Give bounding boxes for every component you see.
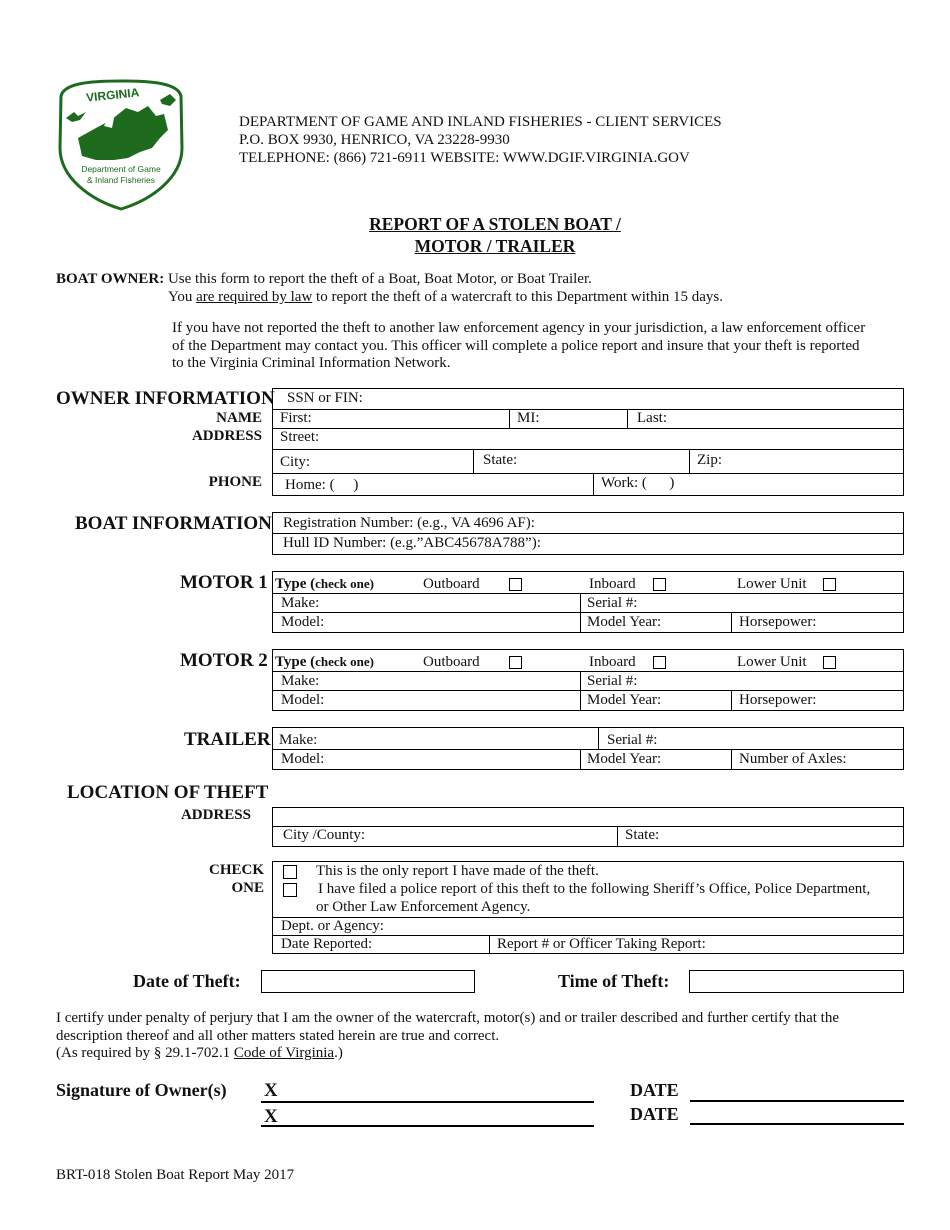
intro-owner [56,270,592,288]
home-phone-field[interactable]: Home: ( ) [285,477,359,493]
trailer-box [272,727,904,770]
motor2-outboard-label: Outboard [423,654,480,670]
hull-id-field[interactable]: Hull ID Number: (e.g.”ABC45678A788”): [283,535,541,551]
motor2-outboard-checkbox[interactable] [509,656,522,669]
motor1-year-field[interactable]: Model Year: [587,614,662,630]
trailer-make-field[interactable]: Make: [279,732,318,748]
city-field[interactable]: City: [280,454,311,470]
cert-line2: description thereof and all other matters stated herein are true and correct. [56,1027,500,1044]
boat-info-box [272,512,904,555]
only-report-checkbox[interactable] [283,865,297,879]
last-name-field[interactable]: Last: [637,410,667,426]
motor2-hp-field[interactable]: Horsepower: [739,692,817,708]
date-of-theft-input[interactable] [261,970,475,993]
logo-line1: Department of Game [81,164,161,174]
name-label: NAME [216,410,262,426]
logo-line2: & Inland Fisheries [86,175,156,185]
motor1-serial-field[interactable]: Serial #: [587,595,638,611]
req-underlined: are required by law [196,289,313,305]
time-of-theft-input[interactable] [689,970,904,993]
title-line1: REPORT OF A STOLEN BOAT / [369,214,621,234]
cert-line3-post: .) [334,1045,343,1061]
agency-header [239,113,722,167]
police-report-text-2: or Other Law Enforcement Agency. [316,899,531,915]
cert-line3-pre: (As required by § 29.1-702.1 [56,1045,234,1061]
mi-field[interactable]: MI: [517,410,540,426]
certification-text [56,1010,916,1063]
work-phone-field[interactable]: Work: ( ) [601,475,675,491]
date-of-theft-label: Date of Theft: [133,971,241,991]
location-section-title: LOCATION OF THEFT [67,782,269,803]
motor2-make-field[interactable]: Make: [281,673,320,689]
zip-field[interactable]: Zip: [697,452,722,468]
trailer-serial-field[interactable]: Serial #: [607,732,658,748]
trailer-axles-field[interactable]: Number of Axles: [739,751,847,767]
first-name-field[interactable]: First: [280,410,312,426]
motor2-inboard-label: Inboard [589,654,636,670]
date-label-2: DATE [630,1104,679,1124]
signature-line-1[interactable] [261,1101,594,1103]
form-footer: BRT-018 Stolen Boat Report May 2017 [56,1167,295,1183]
trailer-year-field[interactable]: Model Year: [587,751,662,767]
registration-field[interactable]: Registration Number: (e.g., VA 4696 AF): [283,515,535,531]
form-title [300,213,690,257]
location-address-field[interactable] [279,808,879,825]
req-pre: You [168,289,197,305]
date-label-1: DATE [630,1080,679,1100]
motor1-outboard-checkbox[interactable] [509,578,522,591]
motor1-section-title: MOTOR 1 [180,572,268,593]
trailer-section-title: TRAILER [184,729,271,750]
motor2-type: Type ( [275,654,316,670]
req-post: to report the theft of a watercraft to this Department within 15 days. [312,289,724,305]
motor2-model-field[interactable]: Model: [281,692,325,708]
address-label: ADDRESS [191,428,262,444]
motor1-hp-field[interactable]: Horsepower: [739,614,817,630]
ssn-field[interactable]: SSN or FIN: [287,390,363,406]
location-address-label: ADDRESS [180,807,251,823]
owner-info-box [272,388,904,496]
motor1-type-label [275,576,374,593]
trailer-model-field[interactable]: Model: [281,751,325,767]
header-line3: TELEPHONE: (866) 721-6911 WEBSITE: WWW.DGIF.VIRGINIA.GOV [239,150,690,166]
signature-x-1: X [264,1080,278,1101]
check-label: CHECK [208,862,264,878]
cert-line1: I certify under penalty of perjury that I am the owner of the watercraft, motor(s) and or trailer described and further certify that the [56,1010,839,1026]
motor2-serial-field[interactable]: Serial #: [587,673,638,689]
boat-owner-text: Use this form to report the theft of a Boat, Boat Motor, or Boat Trailer. [167,271,592,287]
motor1-model-field[interactable]: Model: [281,614,325,630]
intro-requirement [168,288,723,306]
date-line-1[interactable] [690,1100,904,1102]
phone-label: PHONE [208,474,262,490]
signature-line-2[interactable] [261,1125,594,1127]
dgif-logo [56,78,186,212]
police-report-text-1: I have filed a police report of this theft to the following Sheriff’s Office, Police Department, [318,881,871,897]
time-of-theft-label: Time of Theft: [558,971,670,991]
cert-line3 [56,1045,916,1063]
signature-label: Signature of Owner(s) [56,1080,227,1100]
report-number-field[interactable]: Report # or Officer Taking Report: [497,936,706,952]
motor1-check-one: check one) [315,576,374,591]
motor1-box [272,571,904,633]
state-field[interactable]: State: [483,452,518,468]
motor2-lower-checkbox[interactable] [823,656,836,669]
location-city-field[interactable]: City /County: [283,827,366,843]
motor2-lower-label: Lower Unit [737,654,807,670]
motor1-type: Type ( [275,576,316,592]
motor1-inboard-label: Inboard [589,576,636,592]
signature-x-2: X [264,1106,278,1127]
date-line-2[interactable] [690,1123,904,1125]
boat-owner-label: BOAT OWNER: [56,271,165,287]
motor2-section-title: MOTOR 2 [180,650,268,671]
owner-section-title: OWNER INFORMATION [56,388,275,409]
motor1-outboard-label: Outboard [423,576,480,592]
motor2-box [272,649,904,711]
header-line1: DEPARTMENT OF GAME AND INLAND FISHERIES - CLIENT SERVICES [239,114,722,130]
police-report-checkbox[interactable] [283,883,297,897]
motor2-inboard-checkbox[interactable] [653,656,666,669]
street-field[interactable]: Street: [280,429,320,445]
title-line2: MOTOR / TRAILER [414,236,576,256]
motor1-lower-checkbox[interactable] [823,578,836,591]
location-box [272,807,904,847]
motor1-inboard-checkbox[interactable] [653,578,666,591]
boat-section-title: BOAT INFORMATION [75,513,272,534]
logo-top-text: VIRGINIA [85,85,140,105]
code-of-virginia: Code of Virginia [233,1045,335,1061]
intro-paragraph: If you have not reported the theft to another law enforcement agency in your jurisdiction, a law enforcement officer of the Department may contact you. This officer will complete a police report and insure that your theft is reported to the Virginia Criminal Information Network. [172,320,866,371]
location-state-field[interactable]: State: [625,827,660,843]
header-line2: P.O. BOX 9930, HENRICO, VA 23228-9930 [239,132,510,148]
date-reported-field[interactable]: Date Reported: [281,936,373,952]
one-label: ONE [231,880,264,896]
only-report-text: This is the only report I have made of the theft. [316,863,599,879]
dept-agency-field[interactable]: Dept. or Agency: [281,918,384,934]
motor1-make-field[interactable]: Make: [281,595,320,611]
motor1-lower-label: Lower Unit [737,576,807,592]
motor2-type-label [275,654,374,671]
check-one-box [272,861,904,954]
motor2-check-one: check one) [315,654,374,669]
motor2-year-field[interactable]: Model Year: [587,692,662,708]
